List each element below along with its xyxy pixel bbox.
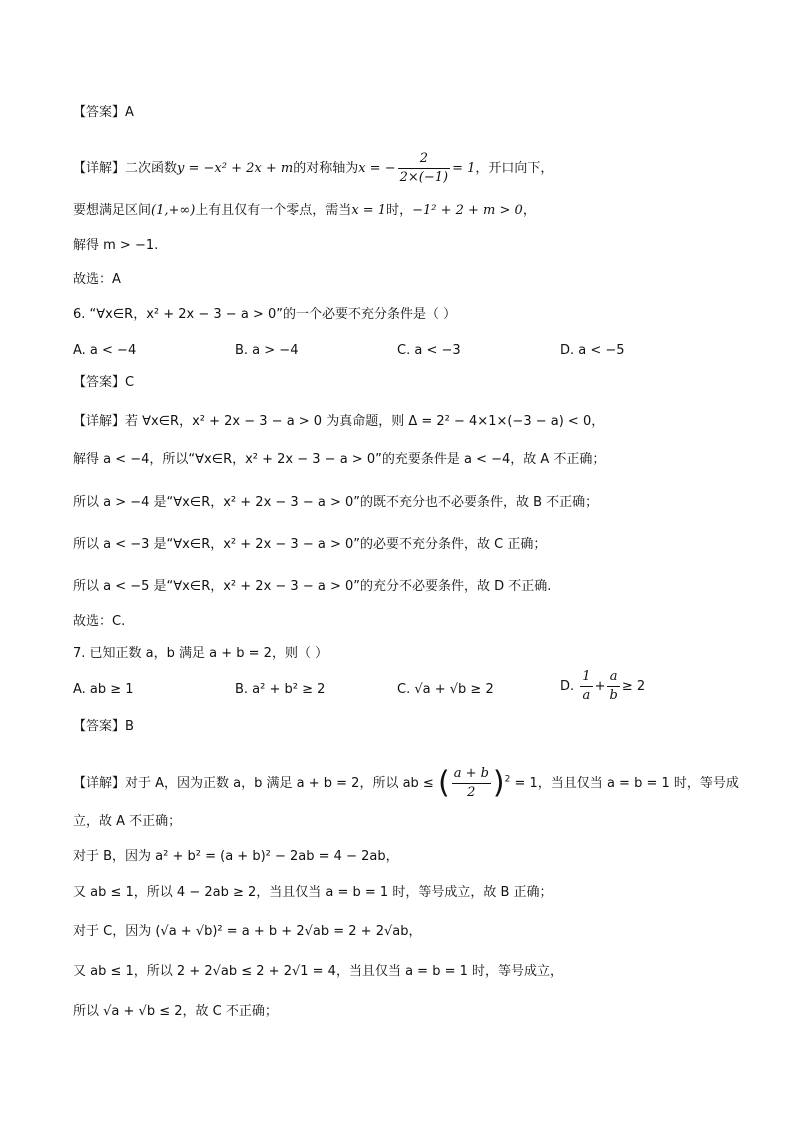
explanation-7-line-2: 立，故 A 不正确； bbox=[73, 814, 182, 829]
explanation-7-line-7: 所以 √a + √b ≤ 2，故 C 不正确； bbox=[73, 1004, 278, 1019]
option-a: A. ab ≥ 1 bbox=[73, 682, 134, 697]
option-d: D. a < −5 bbox=[560, 343, 625, 358]
explanation-7-line-6: 又 ab ≤ 1，所以 2 + 2√ab ≤ 2 + 2√1 = 4，当且仅当 a = b = 1 时，等号成立， bbox=[73, 964, 564, 979]
answer-label-5: 【答案】A bbox=[73, 105, 134, 120]
explanation-6-line-1: 【详解】若 ∀x∈R，x² + 2x − 3 − a > 0 为真命题，则 Δ = 2² − 4×1×(−3 − a) < 0， bbox=[73, 414, 605, 429]
explanation-6-line-4: 所以 a < −3 是“∀x∈R，x² + 2x − 3 − a > 0”的必要不充分条件，故 C 正确； bbox=[73, 537, 547, 552]
explanation-6-line-3: 所以 a > −4 是“∀x∈R，x² + 2x − 3 − a > 0”的既不充分也不必要条件，故 B 不正确； bbox=[73, 495, 599, 510]
explanation-7-line-1: 【详解】对于 A，因为正数 a，b 满足 a + b = 2，所以 ab ≤ ( $\frac{a + b}{2}$ )$^2$ = 1，当且仅当 a = b = 1 时，等号成 bbox=[73, 765, 739, 801]
choice-6: 故选：C. bbox=[73, 614, 126, 629]
option-b: B. a > −4 bbox=[235, 343, 299, 358]
question-6-stem: 6. “∀x∈R，x² + 2x − 3 − a > 0”的一个必要不充分条件是（ ） bbox=[73, 307, 457, 322]
explanation-6-line-2: 解得 a < −4，所以“∀x∈R，x² + 2x − 3 − a > 0”的充要条件是 a < −4，故 A 不正确； bbox=[73, 452, 606, 467]
explanation-5-line-2: 要想满足区间(1,+∞)上有且仅有一个零点，需当x = 1时，−1² + 2 + m > 0， bbox=[73, 203, 536, 218]
answer-label-6: 【答案】C bbox=[73, 375, 135, 390]
option-c: C. a < −3 bbox=[397, 343, 461, 358]
question-6-options bbox=[73, 341, 754, 361]
fraction: $\frac{2}{2\times(-1)}$ bbox=[399, 151, 449, 185]
question-7-options bbox=[73, 669, 754, 703]
question-7-stem: 7. 已知正数 a，b 满足 a + b = 2，则（ ） bbox=[73, 646, 329, 661]
option-b: B. a² + b² ≥ 2 bbox=[235, 682, 326, 697]
option-c: C. √a + √b ≥ 2 bbox=[397, 682, 494, 697]
fraction: $\frac{1}{a}$ bbox=[582, 669, 591, 703]
explanation-5-line-1: 【详解】二次函数y = −x² + 2x + m的对称轴为x = − $\frac{2}{2\times(-1)}$ = 1，开口向下， bbox=[73, 151, 554, 185]
explanation-6-line-5: 所以 a < −5 是“∀x∈R，x² + 2x − 3 − a > 0”的充分不必要条件，故 D 不正确. bbox=[73, 579, 552, 594]
choice-5: 故选：A bbox=[73, 272, 121, 287]
fraction: $\frac{a + b}{2}$ bbox=[453, 766, 489, 800]
explanation-7-line-5: 对于 C，因为 (√a + √b)² = a + b + 2√ab = 2 + 2√ab， bbox=[73, 924, 422, 939]
answer-label-7: 【答案】B bbox=[73, 719, 134, 734]
explanation-7-line-3: 对于 B，因为 a² + b² = (a + b)² − 2ab = 4 − 2ab， bbox=[73, 849, 399, 864]
fraction: $\frac{a}{b}$ bbox=[609, 669, 618, 703]
option-d: D. $\frac{1}{a}$ + $\frac{a}{b}$ ≥ 2 bbox=[560, 669, 646, 703]
explanation-7-line-4: 又 ab ≤ 1，所以 4 − 2ab ≥ 2，当且仅当 a = b = 1 时，等号成立，故 B 正确； bbox=[73, 885, 553, 900]
option-a: A. a < −4 bbox=[73, 343, 137, 358]
explanation-5-line-3: 解得 m > −1. bbox=[73, 238, 159, 253]
